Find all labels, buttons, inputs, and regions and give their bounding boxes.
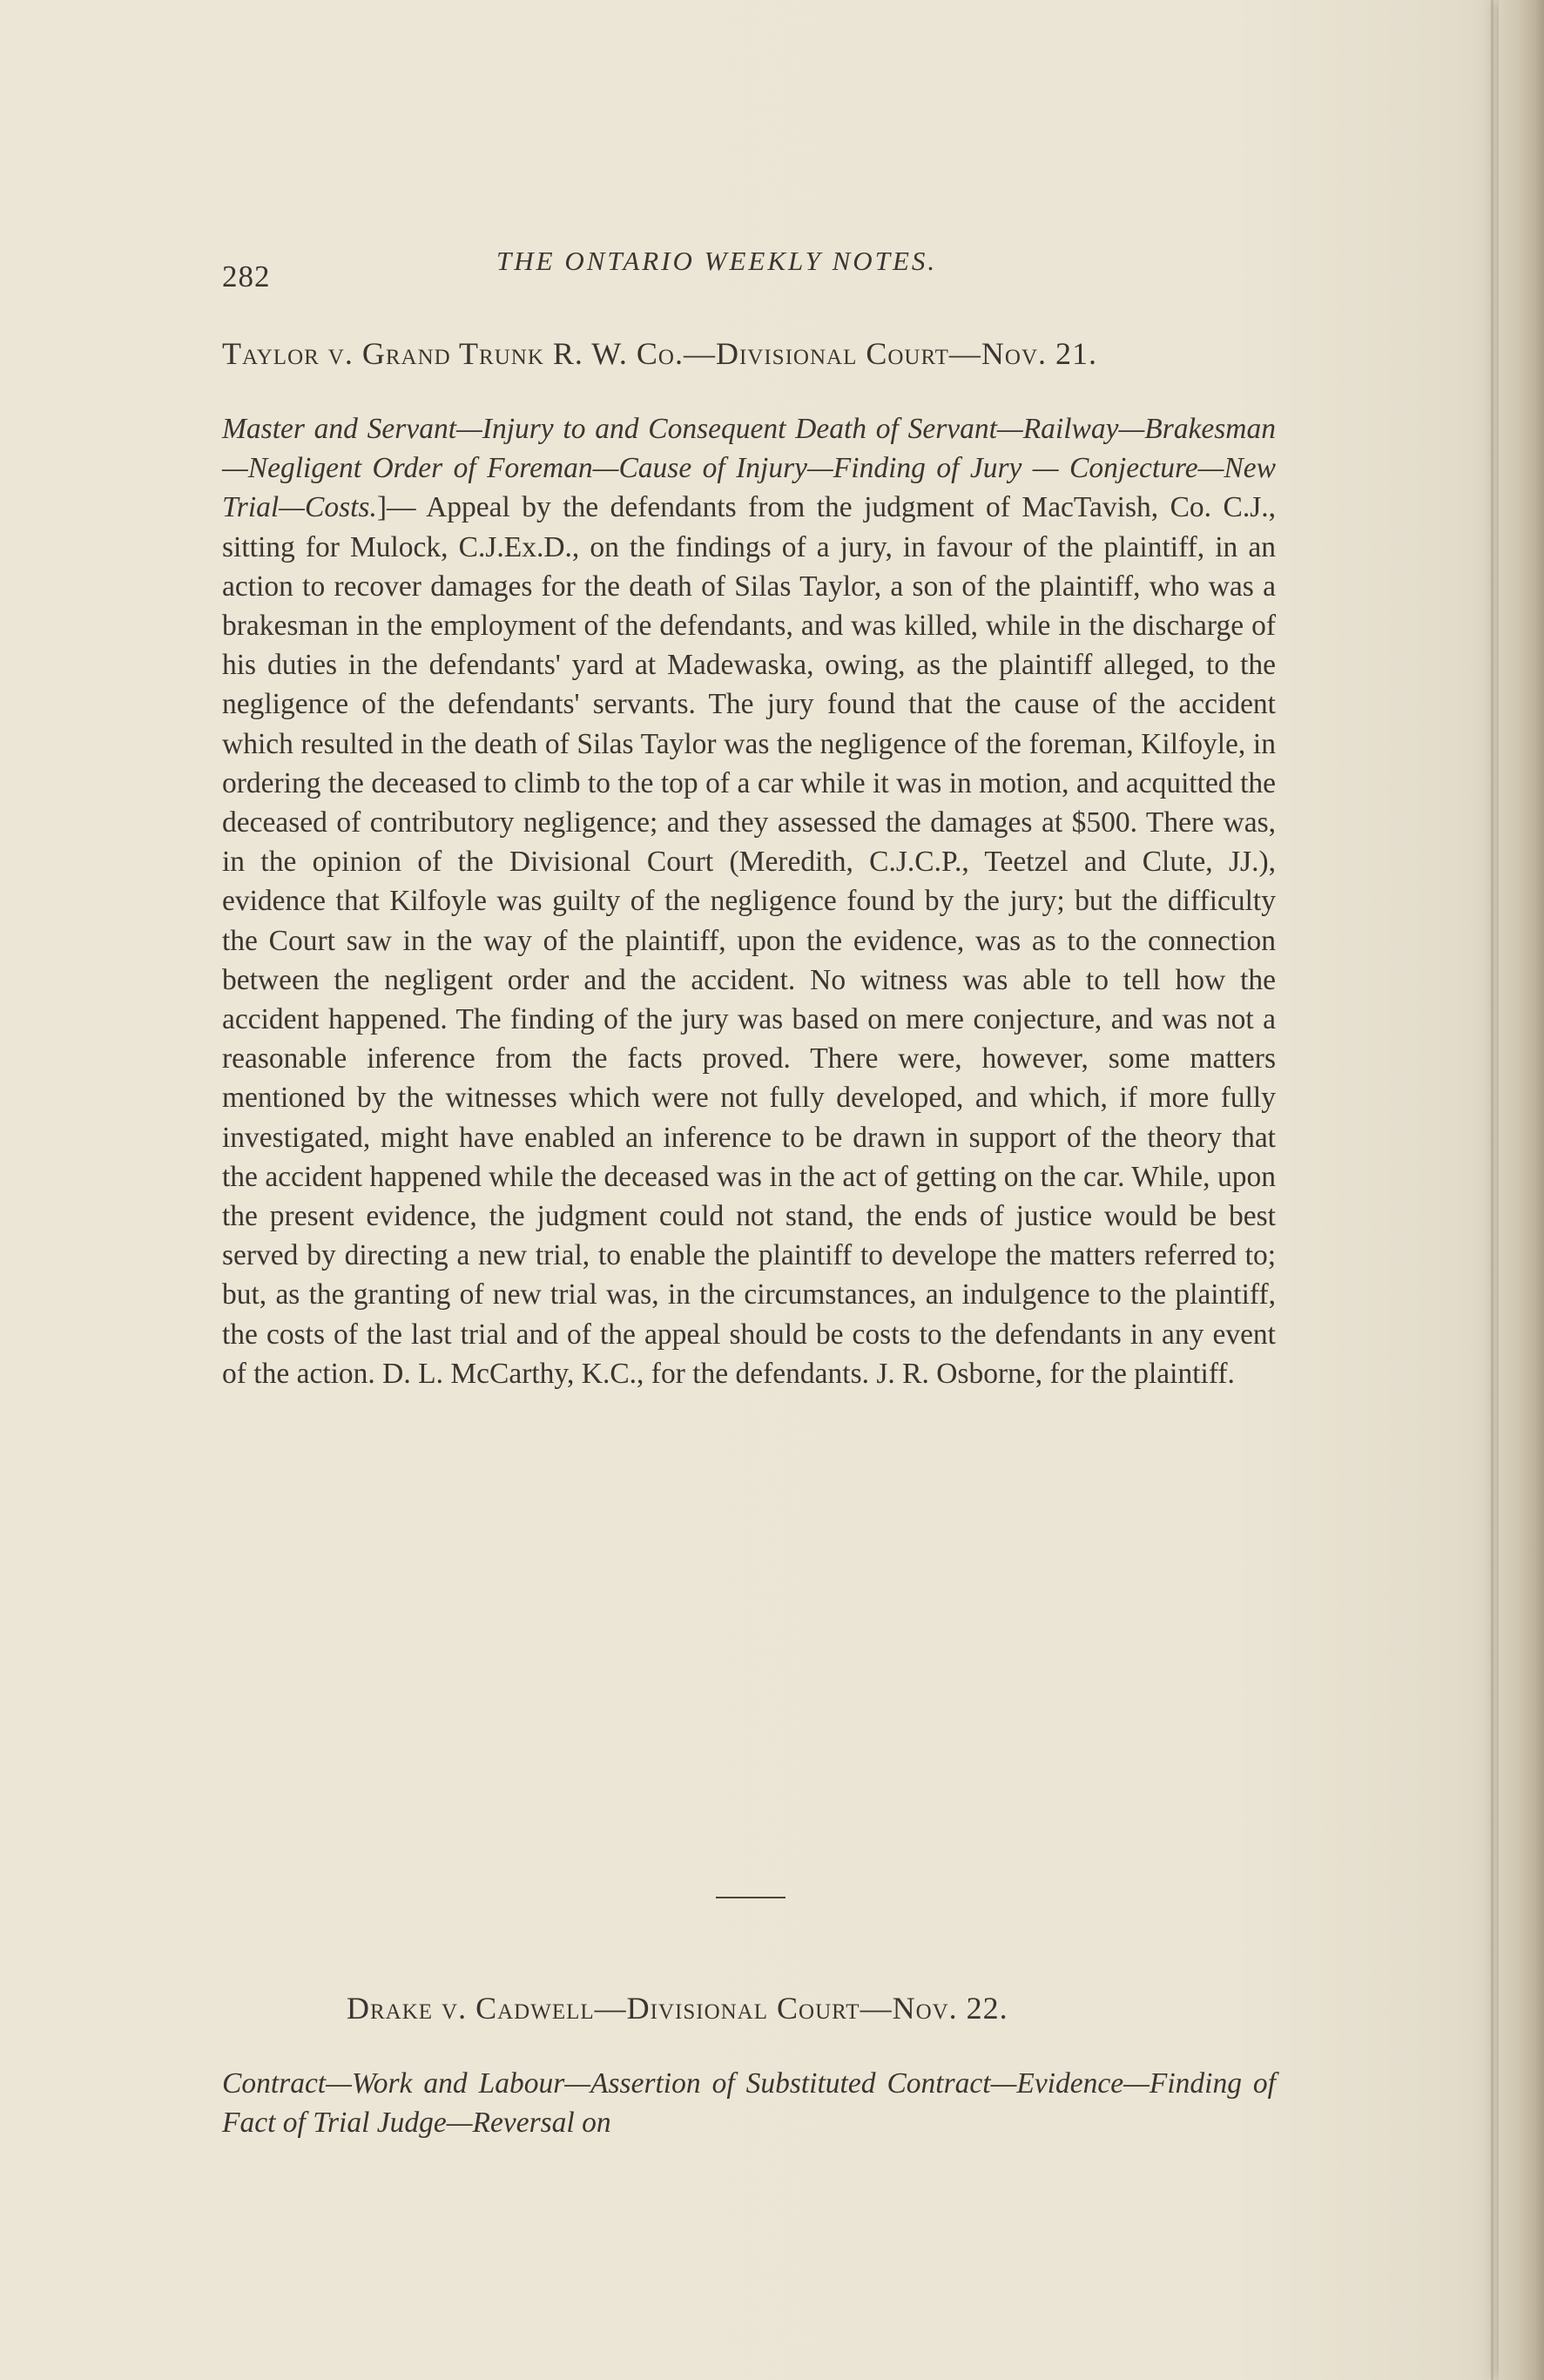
section-divider: [716, 1897, 785, 1898]
page-header: [222, 246, 1276, 293]
headnote-taylor: Master and Servant—Injury to and Consequent Death of Servant—Railway—Brakesman—Negligent Order of Foreman—Cause of Injury—Finding of Jury — Conjecture—New Trial—Costs.: [222, 413, 1276, 524]
case-title-taylor: Taylor v. Grand Trunk R. W. Co.—Divisional Court—Nov. 21.: [222, 336, 1098, 371]
page-gutter-line: [1491, 0, 1493, 2380]
case-body-drake: [222, 2064, 1276, 2151]
judgment-text-taylor: Appeal by the defendants from the judgment of MacTavish, Co. C.J., sitting for Mulock, C.J.Ex.D., on the findings of a jury, in favour of the plaintiff, in an action to recover damages for the death of Silas Taylor, a son of the plaintiff, who was a brakesman in the employment of the defendants, and was killed, while in the discharge of his duties in the defendants' yard at Madewaska, owing, as the plaintiff alleged, to the negligence of the defendants' servants. The jury found that the cause of the accident which resulted in the death of Silas Taylor was the negligence of the foreman, Kilfoyle, in ordering the deceased to climb to the top of a car while it was in motion, and acquitted the deceased of contributory negligence; and they assessed the damages at $500. There was, in the opinion of the Divisional Court (Meredith, C.J.C.P., Teetzel and Clute, JJ.), evidence that Kilfoyle was guilty of the negligence found by the jury; but the difficulty the Court saw in the way of the plaintiff, upon the evidence, was as to the connection between the negligent order and the accident. No witness was able to tell how the accident happened. The finding of the jury was based on mere conjecture, and was not a reasonable inference from the facts proved. There were, however, some matters mentioned by the witnesses which were not fully developed, and which, if more fully investigated, might have enabled an inference to be drawn in support of the theory that the accident happened while the deceased was in the act of getting on the car. While, upon the present evidence, the judgment could not stand, the ends of justice would be best served by directing a new trial, to enable the plaintiff to develope the matters referred to; but, as the granting of new trial was, in the circumstances, an indulgence to the plaintiff, the costs of the last trial and of the appeal should be costs to the defendants in any event of the action. D. L. McCarthy, K.C., for the defendants. J. R. Osborne, for the plaintiff.: [222, 491, 1277, 1390]
page-edge: [1499, 0, 1544, 2380]
page-number: 282: [222, 260, 271, 293]
case-body-taylor: [222, 409, 1276, 1824]
headnote-end-taylor: ]—: [376, 491, 416, 524]
headnote-drake: Contract—Work and Labour—Assertion of Substituted Contract—Evidence—Finding of Fact of Trial Judge—Reversal on: [222, 2067, 1276, 2140]
case-title-drake: Drake v. Cadwell—Divisional Court—Nov. 22.: [347, 1991, 1008, 2026]
running-head: THE ONTARIO WEEKLY NOTES.: [496, 246, 938, 276]
